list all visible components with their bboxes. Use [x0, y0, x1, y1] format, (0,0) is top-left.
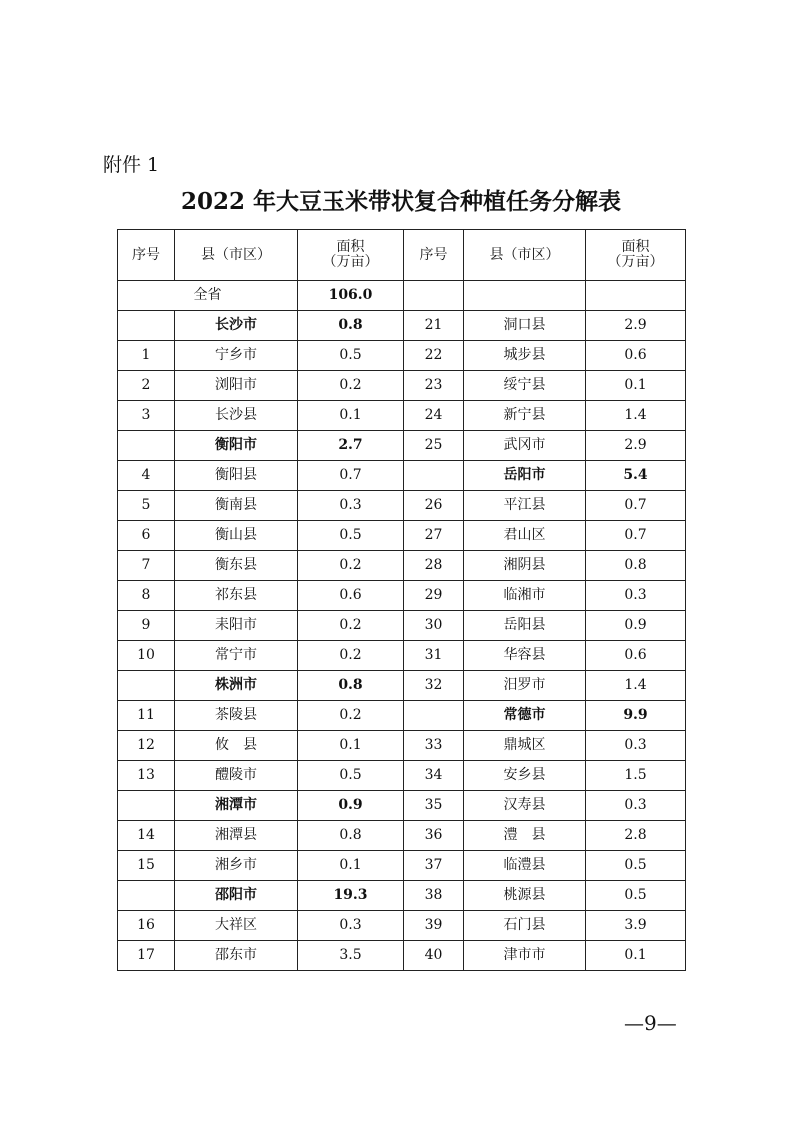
left-county-cell: 常宁市	[175, 641, 298, 671]
right-area-cell: 1.4	[586, 671, 686, 701]
right-area-cell: 9.9	[586, 701, 686, 731]
right-county-cell: 洞口县	[464, 311, 586, 341]
right-seq-cell: 31	[404, 641, 464, 671]
left-seq-cell: 5	[118, 491, 175, 521]
right-county-cell: 新宁县	[464, 401, 586, 431]
left-area-cell: 0.1	[298, 401, 404, 431]
document-title: 2022 年大豆玉米带状复合种植任务分解表	[180, 188, 622, 215]
left-seq-cell: 2	[118, 371, 175, 401]
table-row	[118, 581, 686, 611]
table-row	[118, 641, 686, 671]
left-county-cell: 邵东市	[175, 941, 298, 971]
left-county-cell: 衡阳市	[175, 431, 298, 461]
table-row	[118, 881, 686, 911]
table-row	[118, 761, 686, 791]
right-seq-cell: 28	[404, 551, 464, 581]
right-county-cell: 桃源县	[464, 881, 586, 911]
empty-cell	[464, 281, 586, 311]
right-seq-cell	[404, 701, 464, 731]
left-seq-cell: 6	[118, 521, 175, 551]
header-county: 县（市区）	[175, 230, 298, 281]
left-county-cell: 攸 县	[175, 731, 298, 761]
left-seq-cell	[118, 881, 175, 911]
table-row	[118, 461, 686, 491]
right-area-cell: 2.8	[586, 821, 686, 851]
left-county-cell: 衡南县	[175, 491, 298, 521]
left-county-cell: 大祥区	[175, 911, 298, 941]
left-area-cell: 3.5	[298, 941, 404, 971]
right-seq-cell: 24	[404, 401, 464, 431]
table-row	[118, 311, 686, 341]
empty-cell	[404, 281, 464, 311]
right-area-cell: 0.5	[586, 851, 686, 881]
right-county-cell: 君山区	[464, 521, 586, 551]
left-seq-cell	[118, 671, 175, 701]
left-seq-cell: 10	[118, 641, 175, 671]
left-area-cell: 0.8	[298, 821, 404, 851]
left-seq-cell: 16	[118, 911, 175, 941]
header-area-line2: （万亩）	[322, 254, 379, 270]
header-area-line1: 面积	[336, 239, 365, 255]
right-seq-cell: 27	[404, 521, 464, 551]
header-seq-right: 序号	[404, 230, 464, 281]
left-seq-cell: 11	[118, 701, 175, 731]
right-area-cell: 2.9	[586, 311, 686, 341]
right-area-cell: 0.3	[586, 791, 686, 821]
left-county-cell: 株洲市	[175, 671, 298, 701]
left-area-cell: 0.2	[298, 551, 404, 581]
province-total-row	[118, 281, 686, 311]
left-area-cell: 0.1	[298, 851, 404, 881]
right-area-cell: 0.6	[586, 341, 686, 371]
table-row	[118, 791, 686, 821]
left-county-cell: 湘乡市	[175, 851, 298, 881]
left-area-cell: 0.5	[298, 761, 404, 791]
right-county-cell: 津市市	[464, 941, 586, 971]
right-county-cell: 临澧县	[464, 851, 586, 881]
left-area-cell: 2.7	[298, 431, 404, 461]
left-county-cell: 湘潭市	[175, 791, 298, 821]
table-row	[118, 821, 686, 851]
right-area-cell: 0.5	[586, 881, 686, 911]
table-row	[118, 341, 686, 371]
right-area-cell: 2.9	[586, 431, 686, 461]
right-seq-cell: 25	[404, 431, 464, 461]
table-row	[118, 731, 686, 761]
right-seq-cell: 39	[404, 911, 464, 941]
right-seq-cell: 21	[404, 311, 464, 341]
left-seq-cell: 9	[118, 611, 175, 641]
right-county-cell: 澧 县	[464, 821, 586, 851]
left-area-cell: 0.9	[298, 791, 404, 821]
right-seq-cell: 38	[404, 881, 464, 911]
right-county-cell: 岳阳县	[464, 611, 586, 641]
table-row	[118, 551, 686, 581]
left-area-cell: 0.2	[298, 641, 404, 671]
right-seq-cell: 30	[404, 611, 464, 641]
right-seq-cell: 37	[404, 851, 464, 881]
right-seq-cell: 22	[404, 341, 464, 371]
left-county-cell: 衡东县	[175, 551, 298, 581]
left-seq-cell: 8	[118, 581, 175, 611]
left-area-cell: 0.3	[298, 491, 404, 521]
table-row	[118, 371, 686, 401]
left-area-cell: 0.2	[298, 611, 404, 641]
table-row	[118, 611, 686, 641]
left-seq-cell	[118, 431, 175, 461]
table-header-row	[118, 230, 686, 281]
right-county-cell: 岳阳市	[464, 461, 586, 491]
table-row	[118, 521, 686, 551]
right-area-cell: 0.7	[586, 491, 686, 521]
right-area-cell: 5.4	[586, 461, 686, 491]
right-area-cell: 1.5	[586, 761, 686, 791]
left-county-cell: 湘潭县	[175, 821, 298, 851]
left-seq-cell: 17	[118, 941, 175, 971]
province-total-value: 106.0	[298, 281, 404, 311]
left-area-cell: 0.2	[298, 701, 404, 731]
attachment-label: 附件 1	[103, 154, 160, 176]
header-area	[298, 230, 404, 281]
right-county-cell: 汨罗市	[464, 671, 586, 701]
right-area-cell: 0.3	[586, 731, 686, 761]
left-seq-cell: 3	[118, 401, 175, 431]
table-row	[118, 431, 686, 461]
province-total-label: 全省	[118, 281, 298, 311]
right-area-cell: 0.9	[586, 611, 686, 641]
left-area-cell: 0.2	[298, 371, 404, 401]
table-row	[118, 851, 686, 881]
left-area-cell: 0.5	[298, 521, 404, 551]
left-seq-cell: 4	[118, 461, 175, 491]
table-row	[118, 401, 686, 431]
right-seq-cell: 32	[404, 671, 464, 701]
right-seq-cell	[404, 461, 464, 491]
left-seq-cell: 1	[118, 341, 175, 371]
right-county-cell: 石门县	[464, 911, 586, 941]
left-seq-cell: 12	[118, 731, 175, 761]
left-seq-cell	[118, 791, 175, 821]
right-seq-cell: 35	[404, 791, 464, 821]
right-county-cell: 城步县	[464, 341, 586, 371]
table-row	[118, 671, 686, 701]
right-area-cell: 0.1	[586, 371, 686, 401]
left-county-cell: 衡阳县	[175, 461, 298, 491]
left-area-cell: 0.3	[298, 911, 404, 941]
right-county-cell: 临湘市	[464, 581, 586, 611]
left-area-cell: 0.1	[298, 731, 404, 761]
left-area-cell: 0.7	[298, 461, 404, 491]
header-area-line2-right: （万亩）	[607, 254, 664, 270]
left-county-cell: 长沙市	[175, 311, 298, 341]
left-county-cell: 耒阳市	[175, 611, 298, 641]
right-area-cell: 1.4	[586, 401, 686, 431]
right-county-cell: 鼎城区	[464, 731, 586, 761]
header-county-right: 县（市区）	[464, 230, 586, 281]
table-row	[118, 911, 686, 941]
left-area-cell: 0.8	[298, 671, 404, 701]
right-seq-cell: 29	[404, 581, 464, 611]
table-row	[118, 491, 686, 521]
left-seq-cell	[118, 311, 175, 341]
left-county-cell: 宁乡市	[175, 341, 298, 371]
left-area-cell: 0.5	[298, 341, 404, 371]
right-seq-cell: 23	[404, 371, 464, 401]
right-area-cell: 0.8	[586, 551, 686, 581]
left-county-cell: 邵阳市	[175, 881, 298, 911]
table-row	[118, 941, 686, 971]
left-county-cell: 茶陵县	[175, 701, 298, 731]
left-seq-cell: 13	[118, 761, 175, 791]
left-county-cell: 浏阳市	[175, 371, 298, 401]
right-seq-cell: 40	[404, 941, 464, 971]
right-seq-cell: 33	[404, 731, 464, 761]
right-area-cell: 0.3	[586, 581, 686, 611]
left-county-cell: 祁东县	[175, 581, 298, 611]
left-county-cell: 衡山县	[175, 521, 298, 551]
left-area-cell: 0.6	[298, 581, 404, 611]
right-county-cell: 安乡县	[464, 761, 586, 791]
right-area-cell: 0.7	[586, 521, 686, 551]
right-county-cell: 常德市	[464, 701, 586, 731]
left-seq-cell: 14	[118, 821, 175, 851]
left-seq-cell: 15	[118, 851, 175, 881]
left-county-cell: 长沙县	[175, 401, 298, 431]
left-seq-cell: 7	[118, 551, 175, 581]
right-county-cell: 湘阴县	[464, 551, 586, 581]
page-number: —9—	[624, 1011, 677, 1035]
right-seq-cell: 34	[404, 761, 464, 791]
left-area-cell: 0.8	[298, 311, 404, 341]
right-county-cell: 平江县	[464, 491, 586, 521]
right-county-cell: 绥宁县	[464, 371, 586, 401]
right-area-cell: 0.6	[586, 641, 686, 671]
right-county-cell: 武冈市	[464, 431, 586, 461]
empty-cell	[586, 281, 686, 311]
right-seq-cell: 36	[404, 821, 464, 851]
table-row	[118, 701, 686, 731]
right-seq-cell: 26	[404, 491, 464, 521]
right-county-cell: 华容县	[464, 641, 586, 671]
right-area-cell: 3.9	[586, 911, 686, 941]
header-area-line1-right: 面积	[621, 239, 650, 255]
right-area-cell: 0.1	[586, 941, 686, 971]
task-table	[117, 229, 686, 971]
left-county-cell: 醴陵市	[175, 761, 298, 791]
header-area-right	[586, 230, 686, 281]
right-county-cell: 汉寿县	[464, 791, 586, 821]
left-area-cell: 19.3	[298, 881, 404, 911]
header-seq: 序号	[118, 230, 175, 281]
